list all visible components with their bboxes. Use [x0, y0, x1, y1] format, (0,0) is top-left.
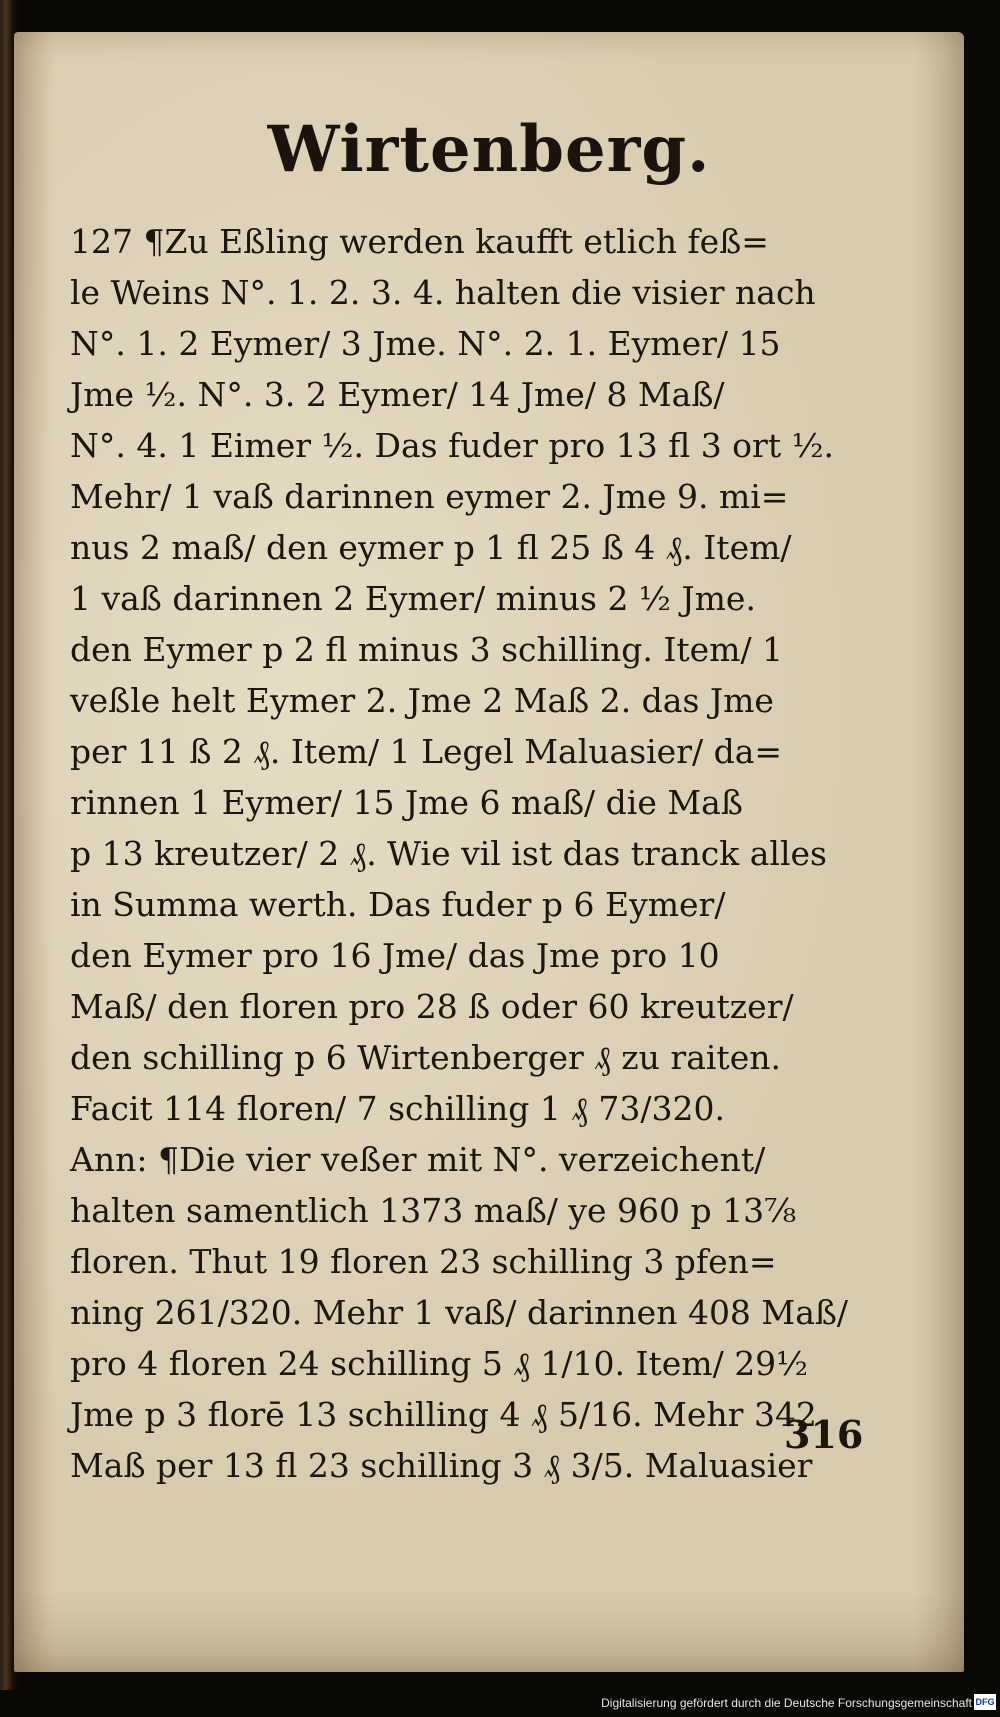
text-line: N°. 1. 2 Eymer/ 3 Jme. N°. 2. 1. Eymer/ 15	[70, 324, 781, 363]
text-line: Ann: ¶Die vier veßer mit N°. verzeichent/	[70, 1140, 766, 1179]
text-line: den Eymer pro 16 Jme/ das Jme pro 10	[70, 936, 720, 975]
text-line: Jme p 3 florē 13 schilling 4 ₰ 5/16. Mehr 342	[70, 1395, 817, 1434]
text-line: in Summa werth. Das fuder p 6 Eymer/	[70, 885, 726, 924]
text-line: ning 261/320. Mehr 1 vaß/ darinnen 408 Maß/	[70, 1293, 849, 1332]
text-line: halten samentlich 1373 maß/ ye 960 p 13⅞	[70, 1191, 797, 1230]
text-line: Mehr/ 1 vaß darinnen eymer 2. Jme 9. mi=	[70, 477, 789, 516]
dfg-logo: DFG	[974, 1694, 996, 1710]
text-line: nus 2 maß/ den eymer p 1 fl 25 ß 4 ₰. Item/	[70, 528, 792, 567]
text-line: Jme ½. N°. 3. 2 Eymer/ 14 Jme/ 8 Maß/	[70, 375, 725, 414]
text-line: Facit 114 floren/ 7 schilling 1 ₰ 73/320.	[70, 1089, 725, 1128]
text-line: le Weins N°. 1. 2. 3. 4. halten die visier nach	[70, 273, 816, 312]
text-line: 1 vaß darinnen 2 Eymer/ minus 2 ½ Jme.	[70, 579, 756, 618]
text-line: N°. 4. 1 Eimer ½. Das fuder pro 13 fl 3 ort ½.	[70, 426, 835, 465]
text-line: Maß/ den floren pro 28 ß oder 60 kreutzer/	[70, 987, 794, 1026]
text-line: per 11 ß 2 ₰. Item/ 1 Legel Maluasier/ da=	[70, 732, 783, 771]
text-line: Maß per 13 fl 23 schilling 3 ₰ 3/5. Maluasier	[70, 1446, 813, 1485]
text-line: rinnen 1 Eymer/ 15 Jme 6 maß/ die Maß	[70, 783, 743, 822]
text-line: p 13 kreutzer/ 2 ₰. Wie vil ist das tranck alles	[70, 834, 827, 873]
text-line: pro 4 floren 24 schilling 5 ₰ 1/10. Item/ 29½	[70, 1344, 809, 1383]
text-line: den Eymer p 2 fl minus 3 schilling. Item/ 1	[70, 630, 784, 669]
text-line: veßle helt Eymer 2. Jme 2 Maß 2. das Jme	[70, 681, 774, 720]
text-line: floren. Thut 19 floren 23 schilling 3 pfen=	[70, 1242, 777, 1281]
page-catchword: 316	[784, 1412, 864, 1457]
body-text	[70, 216, 910, 1491]
book-page	[14, 32, 964, 1672]
running-head: Wirtenberg.	[267, 112, 711, 187]
digitization-credit: Digitalisierung gefördert durch die Deutsche Forschungsgemeinschaft	[601, 1696, 972, 1710]
text-line: den schilling p 6 Wirtenberger ₰ zu raiten.	[70, 1038, 781, 1077]
text-line: 127 ¶Zu Eßling werden kaufft etlich feß=	[70, 222, 769, 261]
